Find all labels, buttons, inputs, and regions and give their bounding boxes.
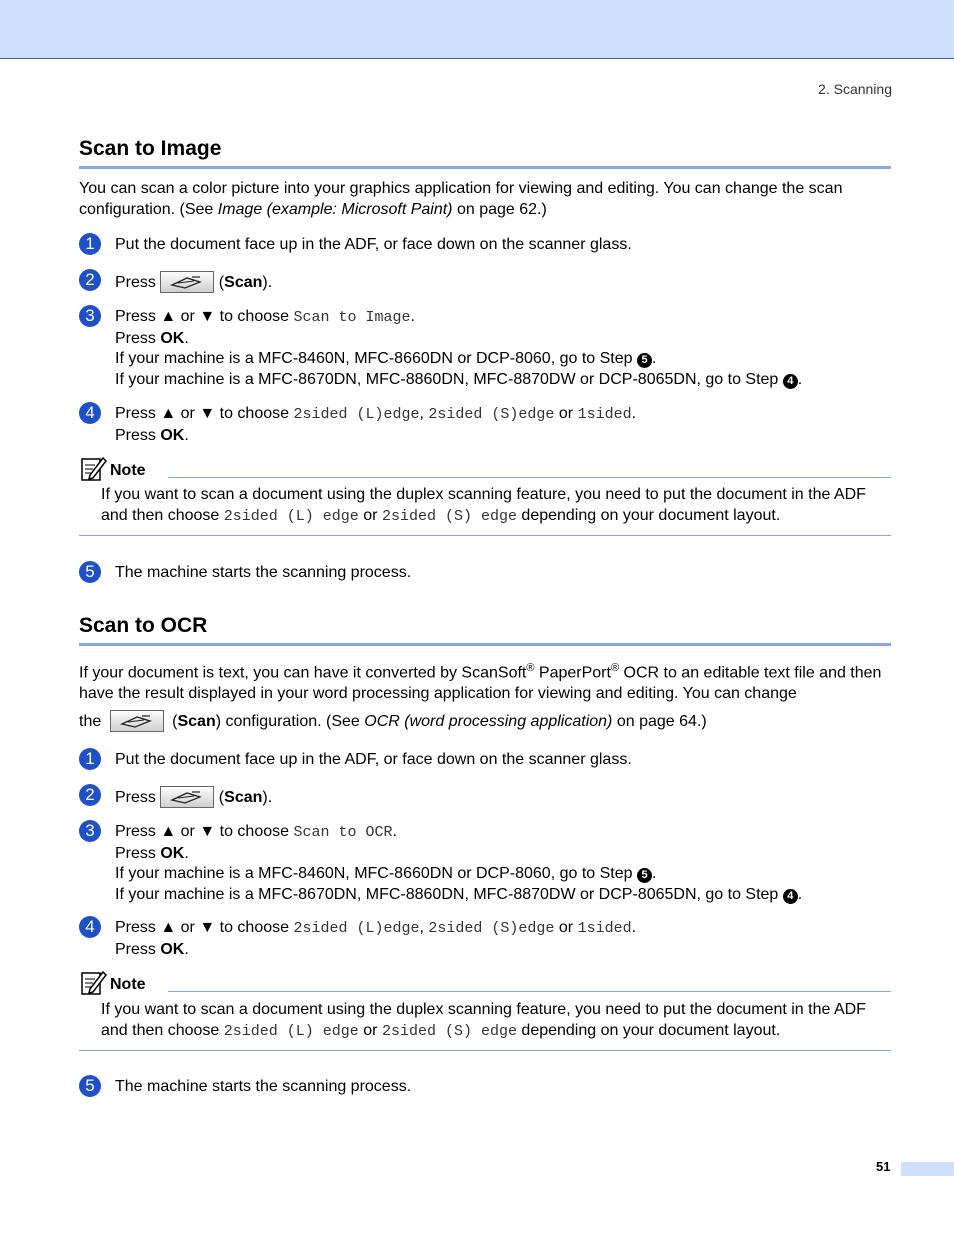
down-arrow-icon: ▼ (199, 919, 216, 936)
note-body: If you want to scan a document using the duplex scanning feature, you need to put the document in the ADF and then choose 2sided (L) edge or 2sided (S) edge depending on your document layout. (101, 486, 866, 525)
up-arrow-icon: ▲ (160, 823, 177, 840)
step-ref-icon: 5 (637, 868, 652, 883)
cross-reference[interactable]: Image (example: Microsoft Paint) (217, 200, 453, 218)
up-arrow-icon: ▲ (160, 919, 177, 936)
note-divider (79, 535, 891, 536)
scan-button-icon (160, 786, 214, 808)
up-arrow-icon: ▲ (160, 308, 177, 325)
page-tab (901, 1162, 954, 1176)
page-number: 51 (876, 1159, 891, 1174)
scan-button-icon (160, 271, 214, 293)
down-arrow-icon: ▼ (199, 308, 216, 325)
step-number-icon: 3 (79, 820, 101, 842)
step-ref-icon: 4 (783, 889, 798, 904)
header-band (0, 0, 954, 59)
step-number-icon: 3 (79, 305, 101, 327)
intro-paragraph: You can scan a color picture into your graphics application for viewing and editing. You can change the scan configuration. (See Image (example: Microsoft Paint) on page 62.) (79, 180, 843, 218)
chapter-label: 2. Scanning (818, 81, 892, 97)
step-1-ocr: 1 Put the document face up in the ADF, or face down on the scanner glass. (79, 750, 894, 771)
note-divider-ocr (79, 1050, 891, 1051)
note-pencil-icon (81, 970, 107, 1001)
note-pencil-icon (81, 456, 107, 487)
step-2-ocr: 2 Press (Scan). (79, 786, 894, 809)
step-number-icon: 1 (79, 748, 101, 770)
step-ref-icon: 5 (637, 353, 652, 368)
step-3-ocr: 3 Press ▲ or ▼ to choose Scan to OCR. Press OK. If your machine is a MFC-8460N, MFC-8660DN or DCP-8060, go to Step 5 . If your machine is a MFC-8670DN, MFC-8860DN, MFC-8870DW or DCP-8065DN, go to Step 4 . (79, 822, 894, 905)
down-arrow-icon: ▼ (199, 405, 216, 422)
step-4: 4 Press ▲ or ▼ to choose 2sided (L)edge, 2sided (S)edge or 1sided. Press OK. (79, 404, 894, 446)
section-title-scan-to-image: Scan to Image (79, 136, 891, 169)
step-4-ocr: 4 Press ▲ or ▼ to choose 2sided (L)edge, 2sided (S)edge or 1sided. Press OK. (79, 918, 894, 960)
step-5-ocr: 5 The machine starts the scanning process. (79, 1077, 894, 1098)
section-title-scan-to-ocr: Scan to OCR (79, 613, 891, 646)
scan-button-icon (110, 710, 164, 732)
step-number-icon: 4 (79, 402, 101, 424)
intro-paragraph-ocr: If your document is text, you can have it converted by ScanSoft® PaperPort® OCR to an editable text file and then have the result displayed in your word processing application for viewing and editing. You can change (79, 662, 882, 702)
step-number-icon: 2 (79, 784, 101, 806)
step-number-icon: 5 (79, 1075, 101, 1097)
intro-paragraph-ocr-cont: the (Scan) configuration. (See OCR (word processing application) on page 64.) (79, 710, 894, 733)
step-number-icon: 4 (79, 916, 101, 938)
note-body-ocr: If you want to scan a document using the duplex scanning feature, you need to put the document in the ADF and then choose 2sided (L) edge or 2sided (S) edge depending on your document layout. (101, 1001, 866, 1040)
step-number-icon: 1 (79, 233, 101, 255)
step-number-icon: 2 (79, 269, 101, 291)
up-arrow-icon: ▲ (160, 405, 177, 422)
step-3: 3 Press ▲ or ▼ to choose Scan to Image. Press OK. If your machine is a MFC-8460N, MFC-8660DN or DCP-8060, go to Step 5 . If your machine is a MFC-8670DN, MFC-8860DN, MFC-8870DW or DCP-8065DN, go to Step 4 . (79, 307, 894, 390)
step-1: 1 Put the document face up in the ADF, or face down on the scanner glass. (79, 235, 894, 256)
note-header-ocr: Note (79, 972, 891, 998)
step-ref-icon: 4 (783, 374, 798, 389)
step-number-icon: 5 (79, 561, 101, 583)
down-arrow-icon: ▼ (199, 823, 216, 840)
step-2: 2 Press (Scan). (79, 271, 894, 294)
cross-reference[interactable]: OCR (word processing application) (364, 713, 613, 730)
step-5: 5 The machine starts the scanning process. (79, 563, 894, 584)
note-header: Note (79, 458, 891, 484)
